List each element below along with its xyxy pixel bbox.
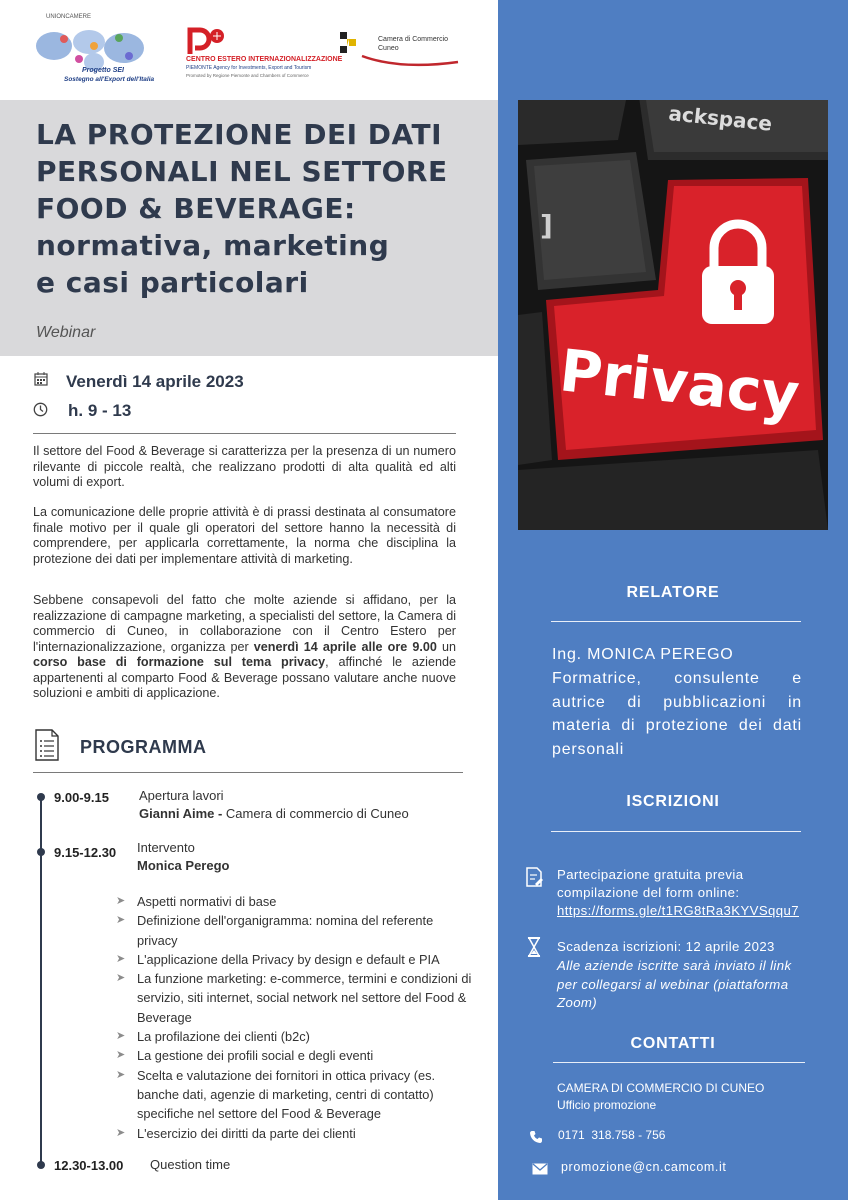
list-item xyxy=(116,892,476,911)
title-line-2: PERSONALI NEL SETTORE xyxy=(36,155,448,188)
event-time: h. 9 - 13 xyxy=(68,401,132,420)
bracket-key-label: ] xyxy=(540,209,553,242)
topic-text: Aspetti normativi di base xyxy=(137,894,277,909)
slot-3-time: 12.30-13.00 xyxy=(54,1158,124,1173)
registration-heading: ISCRIZIONI xyxy=(626,793,720,810)
ceip-p-mark xyxy=(186,26,208,54)
topic-text: La gestione dei profili social e degli eventi xyxy=(137,1048,374,1064)
intro-p3-date: venerdì 14 aprile alle ore 9.00 xyxy=(253,639,437,654)
page-title xyxy=(36,116,496,301)
slot-2-speaker: Monica Perego xyxy=(137,858,230,873)
contacts-phone[interactable]: 0171 318.758 - 756 xyxy=(558,1128,666,1142)
backspace-key-label: ackspace xyxy=(667,101,774,136)
registration-divider xyxy=(551,831,801,832)
speaker-bio: Formatrice, consulente e autrice di pubblicazioni in materia di protezione dei dati personali xyxy=(552,670,802,758)
topic-text: L'applicazione della Privacy by design e default e PIA xyxy=(137,951,440,967)
divider xyxy=(33,433,456,434)
cciaa-mark-icon xyxy=(338,30,360,56)
contacts-org: CAMERA DI COMMERCIO DI CUNEO xyxy=(557,1081,765,1095)
slot-2-time: 9.15-12.30 xyxy=(54,845,117,860)
ceip-sub2: Promoted by Regione Piemonte and Chambers of Commerce xyxy=(186,73,309,78)
list-item xyxy=(116,1124,476,1143)
intro-paragraph-2: La comunicazione delle proprie attività è di prassi destinata al consumatore finale motivo per il quale gli operatori del settore hanno la necessità di comprendere, per applicarla correttamente, la norma che disciplina la protezione dei dati per implementare attività di marketing. xyxy=(33,505,456,566)
cciaa-city: Cuneo xyxy=(378,45,399,52)
list-item xyxy=(116,1027,476,1046)
registration-note: Alle aziende iscritte sarà inviato il link per collegarsi al webinar (piattaforma Zoom) xyxy=(557,958,792,1010)
speaker-divider xyxy=(551,621,801,622)
arrow-icon: ➤ xyxy=(116,1068,126,1081)
speaker-name: Ing. MONICA PEREGO xyxy=(552,646,734,663)
calendar-icon xyxy=(34,372,48,391)
slot-3-title: Question time xyxy=(150,1157,231,1172)
topics-list xyxy=(116,892,476,1143)
logo-bar xyxy=(0,0,498,100)
form-edit-icon xyxy=(525,867,543,892)
topic-text: La funzione marketing: e-commerce, termini e condizioni di servizio, siti internet, social network nel settore del Food & Beverage xyxy=(137,971,472,1025)
contacts-heading: CONTATTI xyxy=(630,1035,716,1052)
topic-text: Scelta e valutazione dei fornitori in ottica privacy (es. banche dati, agenzie di marketing, centri di contatto) specifiche nel settore del Food & Beverage xyxy=(137,1067,436,1122)
mail-icon xyxy=(532,1162,548,1180)
arrow-icon: ➤ xyxy=(116,1030,126,1043)
contacts-office: Ufficio promozione xyxy=(557,1098,657,1112)
title-line-4: normativa, marketing xyxy=(36,229,390,262)
registration-deadline: Scadenza iscrizioni: 12 aprile 2023 xyxy=(557,939,775,954)
sei-tagline: Sostegno all'Export dell'Italia xyxy=(64,76,155,83)
arrow-icon: ➤ xyxy=(116,895,126,907)
list-item xyxy=(116,950,476,969)
slot-1-title: Apertura lavori xyxy=(139,788,224,803)
intro-p3-end: , affinché le aziende appartenenti al comparto Food & Beverage possano valutare anche nuove soluzioni e ambiti di applicazione. xyxy=(33,655,456,700)
sei-logo xyxy=(34,14,155,89)
slot-1-time: 9.00-9.15 xyxy=(54,790,109,805)
list-item xyxy=(116,911,476,950)
arrow-icon: ➤ xyxy=(116,1126,126,1139)
title-line-1: LA PROTEZIONE DEI DATI xyxy=(36,118,442,151)
cciaa-swoosh-icon xyxy=(360,52,460,68)
cciaa-name: Camera di Commercio xyxy=(378,36,449,43)
slot-1-speaker-org: Camera di commercio di Cuneo xyxy=(225,806,409,821)
hourglass-icon xyxy=(527,937,541,962)
arrow-icon: ➤ xyxy=(116,952,126,965)
arrow-icon: ➤ xyxy=(116,1049,126,1062)
ceip-logo xyxy=(186,26,343,92)
intro-p3-join: un xyxy=(436,639,457,654)
slot-2-title: Intervento xyxy=(137,840,195,855)
list-item xyxy=(116,1066,476,1124)
slot-1-speaker-name: Gianni Aime - xyxy=(139,806,226,821)
registration-text: Partecipazione gratuita previa compilazione del form online: xyxy=(557,867,744,900)
contacts-email[interactable]: promozione@cn.camcom.it xyxy=(561,1160,727,1174)
intro-p3-text: Sebbene consapevoli del fatto che molte aziende si affidano, per la realizzazione di campagne marketing, a specialisti del settore, la Camera di commercio di Cuneo, in collaborazione con il Centro Estero per l'internazionalizzazione, organizza per xyxy=(33,593,456,654)
clock-icon xyxy=(33,402,48,422)
arrow-icon: ➤ xyxy=(116,914,126,927)
list-item xyxy=(116,969,476,1027)
unioncamere-tag: UNIONCAMERE xyxy=(46,14,92,20)
event-date: Venerdì 14 aprile 2023 xyxy=(66,372,244,391)
ceip-name: CENTRO ESTERO INTERNAZIONALIZZAZIONE xyxy=(186,56,343,63)
program-heading: PROGRAMMA xyxy=(80,737,207,757)
slot-1-speaker xyxy=(139,804,409,823)
program-divider xyxy=(33,772,463,773)
document-list-icon xyxy=(34,729,60,766)
topic-text: Definizione dell'organigramma: nomina del referente privacy xyxy=(137,913,434,948)
cciaa-logo xyxy=(338,30,458,70)
intro-p3-course: corso base di formazione sul tema privacy xyxy=(33,655,326,669)
privacy-keyboard-image xyxy=(518,100,828,530)
ceip-sub: PIEMONTE Agency for Investments, Export and Tourism xyxy=(186,65,312,71)
speaker-heading: RELATORE xyxy=(626,584,720,601)
contacts-divider xyxy=(553,1062,805,1063)
topic-text: L'esercizio dei diritti da parte dei clienti xyxy=(137,1125,356,1141)
topic-text: La profilazione dei clienti (b2c) xyxy=(137,1029,310,1045)
intro-paragraph-3 xyxy=(33,593,456,702)
timeline-dot xyxy=(37,848,45,856)
privacy-key-label: Privacy xyxy=(556,336,803,430)
intro-paragraph-1: Il settore del Food & Beverage si caratterizza per la presenza di un numero rilevante di piccole realtà, che realizzano prodotti di alta qualità ed alti volumi di export. xyxy=(33,444,456,489)
timeline-dot xyxy=(37,793,45,801)
registration-link[interactable]: https://forms.gle/t1RG8tRa3KYVSqqu7 xyxy=(557,903,799,918)
title-line-3: FOOD & BEVERAGE: xyxy=(36,192,356,225)
title-line-5: e casi particolari xyxy=(36,266,309,299)
timeline-dot xyxy=(37,1161,45,1169)
phone-icon xyxy=(529,1130,543,1149)
sei-name: Progetto SEI xyxy=(82,67,125,74)
arrow-icon: ➤ xyxy=(116,972,126,985)
list-item xyxy=(116,1046,476,1065)
subtitle: Webinar xyxy=(36,324,96,341)
